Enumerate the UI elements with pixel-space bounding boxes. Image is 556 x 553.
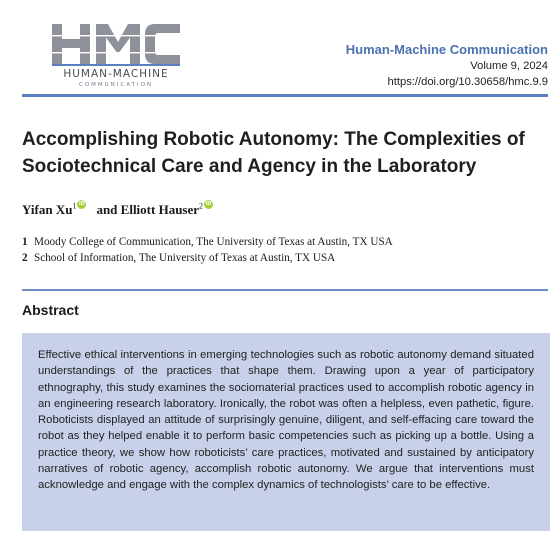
author-name: and Elliott Hauser <box>96 202 200 217</box>
section-rule <box>22 289 548 291</box>
logo-name: HUMAN-MACHINE <box>63 68 169 80</box>
logo-subname: COMMUNICATION <box>78 82 154 88</box>
affiliations <box>22 234 393 266</box>
affiliation-item <box>22 250 393 266</box>
journal-info <box>346 42 548 90</box>
article-title: Accomplishing Robotic Autonomy: The Complexities of Sociotechnical Care and Agency in the Laboratory <box>22 129 525 177</box>
affiliation-item <box>22 234 393 250</box>
journal-name: Human-Machine Communication <box>345 42 548 57</box>
journal-volume: Volume 9, 2024 <box>470 60 548 72</box>
abstract-box <box>22 333 550 531</box>
affiliation-text: School of Information, The University of Texas at Austin, TX USA <box>34 252 336 264</box>
affiliation-number: 2 <box>22 252 28 264</box>
affiliation-text: Moody College of Communication, The University of Texas at Austin, TX USA <box>34 236 393 248</box>
doi-link[interactable]: https://doi.org/10.30658/hmc.9.9 <box>387 76 548 88</box>
abstract-heading: Abstract <box>22 302 79 318</box>
orcid-icon[interactable] <box>77 200 86 209</box>
abstract-text: Effective ethical interventions in emerging technologies such as robotic autonomy demand situated understandings of the practices that shape them. Drawing upon a year of participatory ethnography, this study examines the sociomaterial practices used to accomplish robotic agency in an engineering research laboratory. Ironically, the robot was often a helpless, even pathetic, figure. Roboticists displayed an attitude of surprisingly genuine, diligent, and self-effacing care toward the robot as they helped enable it to perform basic competencies such as picking up a bottle. Using a practice theory, we show how roboticists’ care practices, motivated and sustained by anticipatory narratives of robotic agency, accomplish robotic autonomy. We argue that interventions must acknowledge and engage with the complex dynamics of technologists’ care to be effective. <box>38 349 534 492</box>
header-rule <box>22 94 548 97</box>
author-list <box>22 200 213 218</box>
author-name: Yifan Xu <box>22 202 73 217</box>
author-affiliation-marker: 2 <box>199 201 204 211</box>
affiliation-number: 1 <box>22 236 28 248</box>
author-affiliation-marker: 1 <box>72 201 77 211</box>
orcid-icon[interactable] <box>204 200 213 209</box>
hmc-logo <box>52 24 180 90</box>
hmc-wordmark-logo <box>52 24 180 66</box>
